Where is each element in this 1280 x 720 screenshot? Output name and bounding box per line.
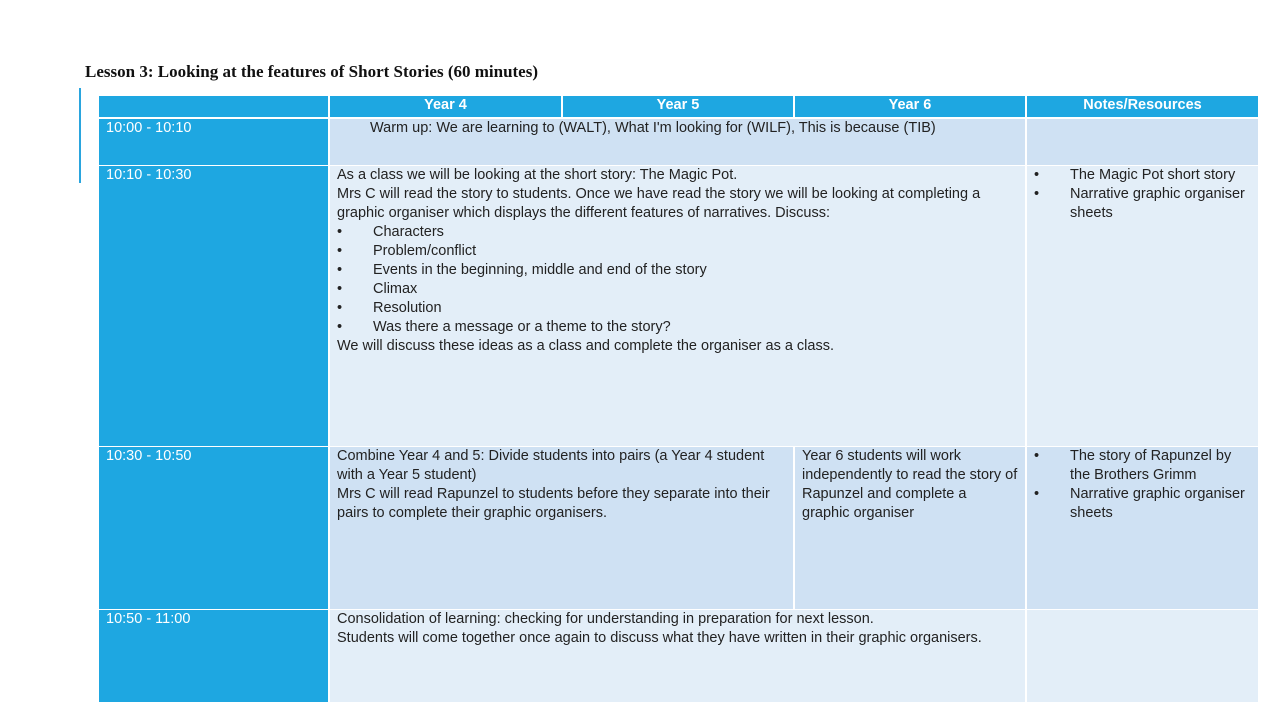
list-item: • Resolution [337,299,1018,318]
activity-text: Combine Year 4 and 5: Divide students into pairs (a Year 4 student with a Year 5 student) [337,448,765,483]
notes-cell [1027,119,1260,166]
header-time [99,96,330,119]
table-row [99,447,1260,610]
notes-cell [1027,166,1260,447]
table-row [99,610,1260,703]
list-item: • Narrative graphic organiser sheets [1034,185,1251,223]
table-row [99,119,1260,166]
list-item: • The Magic Pot short story [1034,166,1251,185]
activity-text: Consolidation of learning: checking for understanding in preparation for next lesson. [337,611,874,627]
time-cell: 10:30 - 10:50 [99,447,330,610]
page-title: Lesson 3: Looking at the features of Short Stories (60 minutes) [85,62,539,81]
activity-cell-year-6: Year 6 students will work independently to read the story of Rapunzel and complete a graphic organiser [795,447,1027,610]
time-cell: 10:00 - 10:10 [99,119,330,166]
activity-text: As a class we will be looking at the short story: The Magic Pot. [337,167,738,183]
activity-cell-year-4-5 [330,447,795,610]
header-year-4: Year 4 [330,96,563,119]
notes-cell [1027,610,1260,703]
list-item: • Climax [337,280,1018,299]
list-item: • Was there a message or a theme to the story? [337,318,1018,337]
margin-change-bar [79,88,81,183]
time-cell: 10:50 - 11:00 [99,610,330,703]
header-notes: Notes/Resources [1027,96,1260,119]
table-row [99,166,1260,447]
list-item: • The story of Rapunzel by the Brothers Grimm [1034,447,1251,485]
list-item: • Events in the beginning, middle and end of the story [337,261,1018,280]
header-year-5: Year 5 [563,96,795,119]
activity-text: Mrs C will read Rapunzel to students before they separate into their pairs to complete their graphic organisers. [337,486,770,521]
time-cell: 10:10 - 10:30 [99,166,330,447]
lesson-plan-table [99,96,1260,703]
activity-cell [330,166,1027,447]
activity-text: Students will come together once again to discuss what they have written in their graphic organisers. [337,630,982,646]
discussion-list [337,223,1018,337]
list-item: • Characters [337,223,1018,242]
activity-cell [330,610,1027,703]
header-year-6: Year 6 [795,96,1027,119]
activity-text: Mrs C will read the story to students. Once we have read the story we will be looking at completing a graphic organiser which displays the different features of narratives. Discuss: [337,186,981,221]
activity-cell: Warm up: We are learning to (WALT), What I'm looking for (WILF), This is because (TIB) [330,119,1027,166]
list-item: • Narrative graphic organiser sheets [1034,485,1251,523]
list-item: • Problem/conflict [337,242,1018,261]
header-row [99,96,1260,119]
notes-cell [1027,447,1260,610]
activity-text: We will discuss these ideas as a class and complete the organiser as a class. [337,338,835,354]
